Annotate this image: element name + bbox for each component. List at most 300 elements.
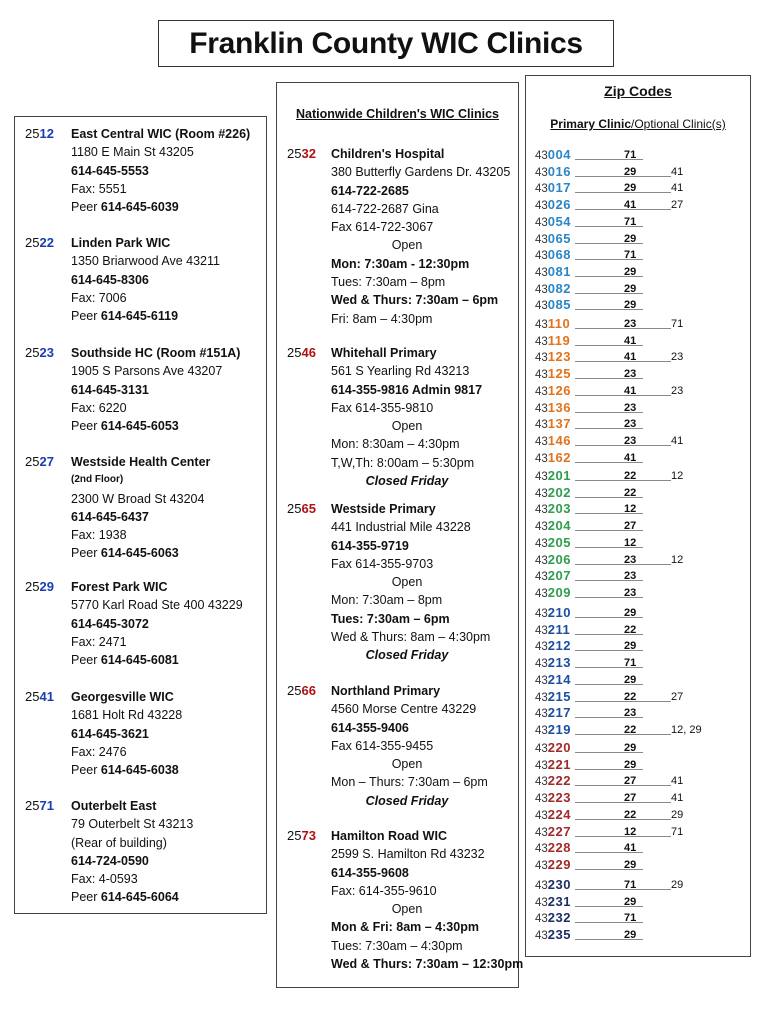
line-text: Fax: 1938 <box>71 528 127 543</box>
primary-clinic: 29 <box>624 182 637 195</box>
line-text: Wed & Thurs: 8am – 4:30pm <box>331 630 491 645</box>
optional-underline <box>643 209 671 210</box>
line-text: 614-355-9719 <box>331 538 409 553</box>
zip-prefix: 43 <box>535 724 548 737</box>
zip-code <box>535 366 575 383</box>
line-text: (Rear of building) <box>71 835 167 850</box>
clinic-name: Westside Health Center <box>71 455 211 469</box>
open-label <box>331 236 483 254</box>
zip-suffix: 220 <box>547 740 571 755</box>
clinic-name: Georgesville WIC <box>71 690 174 704</box>
clinic-phone <box>71 271 220 289</box>
zip-prefix: 43 <box>535 352 548 365</box>
peer-label: Peer <box>71 653 101 668</box>
clinic-number-prefix: 25 <box>25 798 40 813</box>
line-text: 614-724-0590 <box>71 853 149 868</box>
clinic-phone <box>71 725 182 743</box>
line-text: Mon: 7:30am - 12:30pm <box>331 256 470 271</box>
clinic-info-line <box>331 737 488 755</box>
zip-suffix: 219 <box>547 721 571 737</box>
zip-prefix: 43 <box>535 641 548 654</box>
primary-clinic: 23 <box>624 368 637 381</box>
clinic-info-line <box>331 218 510 236</box>
zip-row <box>535 484 637 501</box>
line-text: 614-722-2685 <box>331 183 409 198</box>
clinic-number <box>25 453 54 471</box>
clinic-number <box>25 688 54 706</box>
zip-row <box>535 197 684 213</box>
primary-clinic: 12 <box>624 536 637 549</box>
zip-row <box>535 638 637 654</box>
zip-row <box>535 180 684 196</box>
clinic-details <box>331 827 523 973</box>
optional-underline <box>643 395 671 396</box>
zip-row <box>535 399 637 416</box>
primary-clinic: 29 <box>624 858 637 871</box>
clinic-info-line <box>71 252 220 270</box>
primary-clinic: 29 <box>624 758 637 771</box>
clinic-number <box>25 125 54 143</box>
zip-prefix: 43 <box>535 809 548 822</box>
zip-row <box>535 280 637 297</box>
primary-clinic: 23 <box>624 401 637 414</box>
zip-row <box>535 449 637 466</box>
zip-prefix: 43 <box>535 250 548 263</box>
line-text: Wed & Thurs: 7:30am – 6pm <box>331 293 499 308</box>
zip-code <box>535 147 575 164</box>
clinic-info-line <box>331 700 488 718</box>
zip-suffix: 235 <box>547 927 571 943</box>
optional-clinics: 29 <box>671 808 684 821</box>
line-text: 79 Outerbelt St 43213 <box>71 817 194 832</box>
line-text: 614-645-3072 <box>71 616 149 631</box>
zip-row <box>535 230 637 247</box>
clinic-phone <box>71 508 210 526</box>
clinic-name: Westside Primary <box>331 502 436 516</box>
zip-row <box>535 721 702 738</box>
clinic-number-prefix: 25 <box>287 683 302 698</box>
optional-underline <box>643 785 671 786</box>
clinic-details <box>331 344 483 490</box>
peer-phone: 614-645-6039 <box>100 200 179 215</box>
clinic-info-line <box>71 888 193 906</box>
clinic-phone <box>331 255 510 273</box>
zip-row <box>535 551 684 568</box>
zip-suffix: 222 <box>547 773 571 789</box>
primary-clinic: 41 <box>624 451 637 464</box>
peer-label: Peer <box>71 419 101 434</box>
zip-suffix: 207 <box>547 568 571 584</box>
primary-clinic: 41 <box>624 351 637 364</box>
line-text: Mon – Thurs: 7:30am – 6pm <box>331 775 488 790</box>
zip-code <box>535 773 575 790</box>
zip-suffix: 054 <box>547 213 571 229</box>
optional-clinics: 41 <box>671 792 684 805</box>
clinic-name: Linden Park WIC <box>71 236 171 250</box>
clinic-number-suffix: 71 <box>39 798 54 813</box>
line-text: Closed Friday <box>365 474 449 489</box>
primary-clinic: 29 <box>624 165 637 178</box>
clinic-number-suffix: 46 <box>301 345 316 360</box>
line-text: Open <box>391 575 423 590</box>
clinic-name: Forest Park WIC <box>71 580 168 594</box>
peer-phone: 614-645-6038 <box>100 763 179 778</box>
zip-row <box>535 416 637 432</box>
zip-row <box>535 790 684 806</box>
clinic-phone <box>331 182 510 200</box>
clinic-info-line <box>71 289 220 307</box>
primary-clinic: 27 <box>624 775 637 788</box>
zip-code <box>535 807 575 824</box>
closed-note <box>331 472 483 490</box>
clinic-number-suffix: 12 <box>39 126 54 141</box>
zip-code <box>535 231 575 248</box>
clinic-number-suffix: 32 <box>301 146 316 161</box>
zip-suffix: 227 <box>547 823 571 839</box>
zip-code <box>535 672 575 689</box>
optional-underline <box>643 480 671 481</box>
closed-note <box>331 792 483 810</box>
zip-code <box>535 824 575 841</box>
clinic-details <box>71 688 182 779</box>
primary-clinic: 29 <box>624 282 637 295</box>
zip-prefix: 43 <box>535 658 548 671</box>
zip-code <box>535 264 575 281</box>
line-text: Fax 614-355-9810 <box>331 400 434 415</box>
zip-code <box>535 383 575 400</box>
zip-prefix: 43 <box>535 537 548 550</box>
clinic-number-suffix: 29 <box>39 579 54 594</box>
primary-clinic: 29 <box>624 895 637 908</box>
line-text: Fax: 6220 <box>71 400 127 415</box>
zip-row <box>535 366 637 382</box>
optional-clinics: 41 <box>671 775 684 788</box>
zip-prefix: 43 <box>535 930 548 943</box>
line-text: Open <box>391 757 423 772</box>
line-text: Mon & Fri: 8am – 4:30pm <box>331 920 479 935</box>
zip-row <box>535 534 637 551</box>
clinic-number <box>25 797 54 815</box>
zip-suffix: 065 <box>547 230 571 246</box>
line-text: T,W,Th: 8:00am – 5:30pm <box>331 455 475 470</box>
zip-row <box>535 518 637 534</box>
peer-label: Peer <box>71 763 101 778</box>
line-text: 1180 E Main St 43205 <box>71 145 194 160</box>
clinic-name: Children's Hospital <box>331 147 445 161</box>
clinic-name: Southside HC (Room #151A) <box>71 346 241 360</box>
zip-code <box>535 400 575 417</box>
clinic-phone <box>71 852 193 870</box>
zip-suffix: 201 <box>547 468 571 483</box>
clinic-info-line <box>331 591 490 609</box>
line-text: 380 Butterfly Gardens Dr. 43205 <box>331 165 511 180</box>
zip-row <box>535 773 684 789</box>
zip-code <box>535 197 575 214</box>
optional-underline <box>643 836 671 837</box>
zip-code <box>535 740 575 757</box>
clinic-info-line <box>331 882 523 900</box>
peer-phone: 614-645-6119 <box>100 309 179 324</box>
primary-clinic: 71 <box>624 912 637 925</box>
zip-row <box>535 213 637 230</box>
line-text: 1350 Briarwood Ave 43211 <box>71 254 220 269</box>
line-text: Mon: 8:30am – 4:30pm <box>331 437 460 452</box>
zip-code <box>535 468 575 485</box>
clinic-number-suffix: 66 <box>301 683 316 698</box>
clinic-number-prefix: 25 <box>25 689 40 704</box>
zip-suffix: 119 <box>547 332 571 348</box>
left-clinic-column <box>14 116 267 914</box>
zip-row <box>535 655 637 671</box>
optional-clinics: 41 <box>671 434 684 447</box>
zip-code <box>535 501 575 518</box>
clinic-number-suffix: 23 <box>39 345 54 360</box>
zip-code <box>535 840 575 857</box>
clinic-name: East Central WIC (Room #226) <box>71 127 251 141</box>
zip-suffix: 082 <box>547 280 571 296</box>
clinic-details <box>71 453 210 563</box>
zip-suffix: 217 <box>547 705 571 721</box>
zip-row <box>535 823 684 840</box>
open-label <box>331 900 483 918</box>
optional-underline <box>643 328 671 329</box>
zip-suffix: 016 <box>547 163 571 179</box>
zip-prefix: 43 <box>535 504 548 517</box>
line-text: Tues: 7:30am – 6pm <box>331 611 450 626</box>
peer-phone: 614-645-6053 <box>100 419 179 434</box>
primary-clinic: 22 <box>624 486 637 499</box>
zip-row <box>535 468 684 484</box>
closed-note <box>331 646 483 664</box>
optional-clinics: 71 <box>671 318 684 330</box>
zip-code <box>535 638 575 655</box>
zip-suffix: 123 <box>547 349 571 365</box>
zip-suffix: 212 <box>547 638 571 654</box>
zip-row <box>535 740 637 756</box>
clinic-info-line <box>71 761 182 779</box>
zip-suffix: 202 <box>547 484 571 500</box>
primary-clinic: 71 <box>624 657 637 670</box>
primary-clinic: 29 <box>624 640 637 653</box>
primary-clinic: 23 <box>624 570 637 583</box>
clinic-number-prefix: 25 <box>287 345 302 360</box>
line-text: Open <box>391 902 423 917</box>
line-text: 441 Industrial Mile 43228 <box>331 520 471 535</box>
zip-suffix: 211 <box>547 621 571 637</box>
zip-code <box>535 433 575 450</box>
clinic-info-line <box>71 596 243 614</box>
primary-clinic: 23 <box>624 553 637 566</box>
zip-suffix: 162 <box>547 449 571 465</box>
zip-row <box>535 856 637 873</box>
clinic-info-line <box>331 773 488 791</box>
clinic-number-suffix: 73 <box>301 828 316 843</box>
optional-underline <box>643 361 671 362</box>
clinic-phone <box>331 537 490 555</box>
primary-clinic: 23 <box>624 318 637 330</box>
clinic-name: Hamilton Road WIC <box>331 829 447 843</box>
line-text: Open <box>391 238 423 253</box>
line-text: Fax: 2476 <box>71 744 127 759</box>
primary-clinic: 71 <box>624 215 637 228</box>
zip-code <box>535 535 575 552</box>
zip-prefix: 43 <box>535 319 548 331</box>
zip-prefix: 43 <box>535 793 548 806</box>
clinic-number <box>25 234 54 252</box>
line-text: Fax 614-722-3067 <box>331 220 434 235</box>
zip-code <box>535 568 575 585</box>
clinic-info-line <box>331 399 483 417</box>
zip-row <box>535 584 637 601</box>
zip-row <box>535 501 637 517</box>
zip-prefix: 43 <box>535 369 548 382</box>
clinic-details <box>71 344 240 435</box>
primary-clinic: 22 <box>624 623 637 636</box>
clinic-info-line <box>331 163 510 181</box>
zip-suffix: 017 <box>547 180 571 196</box>
zip-prefix: 43 <box>535 759 548 772</box>
line-text: Fax 614-355-9703 <box>331 556 434 571</box>
zip-prefix: 43 <box>535 200 548 213</box>
clinic-phone <box>71 615 243 633</box>
zip-code-column <box>525 75 751 957</box>
zip-prefix: 43 <box>535 300 548 313</box>
zip-row <box>535 332 637 349</box>
zip-prefix: 43 <box>535 183 548 196</box>
clinic-info-line <box>71 706 182 724</box>
primary-clinic: 23 <box>624 434 637 447</box>
line-text: 1681 Holt Rd 43228 <box>71 708 183 723</box>
optional-clinics: 27 <box>671 690 684 703</box>
primary-clinic: 23 <box>624 707 637 720</box>
primary-clinic: 23 <box>624 586 637 599</box>
clinic-info-line <box>331 310 510 328</box>
clinic-number-prefix: 25 <box>25 454 40 469</box>
zip-suffix: 210 <box>547 605 571 620</box>
clinic-info-line <box>71 417 240 435</box>
zip-prefix: 43 <box>535 571 548 584</box>
optional-clinics: 71 <box>671 825 684 838</box>
primary-clinic: 41 <box>624 334 637 347</box>
zip-prefix: 43 <box>535 743 548 755</box>
clinic-details <box>71 578 243 669</box>
peer-phone: 614-645-6081 <box>100 653 179 668</box>
clinic-number-prefix: 25 <box>287 146 302 161</box>
clinic-number <box>287 145 316 163</box>
clinic-info-line <box>71 526 210 544</box>
page-title: Franklin County WIC Clinics <box>189 27 583 60</box>
zip-suffix: 232 <box>547 910 571 926</box>
zip-code <box>535 790 575 807</box>
zip-suffix: 231 <box>547 893 571 909</box>
zip-row <box>535 893 637 910</box>
zip-suffix: 203 <box>547 501 571 517</box>
optional-clinics: 12 <box>671 553 684 566</box>
line-text: 561 S Yearling Rd 43213 <box>331 364 470 379</box>
line-text: Fax: 5551 <box>71 181 127 196</box>
zip-suffix: 221 <box>547 756 571 772</box>
primary-clinic: 27 <box>624 520 637 533</box>
zip-prefix: 43 <box>535 150 548 162</box>
zip-row <box>535 247 637 263</box>
zip-prefix: 43 <box>535 402 548 415</box>
line-text: 2300 W Broad St 43204 <box>71 491 205 506</box>
zip-prefix: 43 <box>535 859 548 872</box>
line-text: Open <box>391 419 423 434</box>
clinic-info-line <box>71 815 193 833</box>
optional-underline <box>643 192 671 193</box>
zip-prefix: 43 <box>535 691 548 704</box>
zip-code <box>535 622 575 639</box>
zip-code <box>535 894 575 911</box>
zip-code <box>535 450 575 467</box>
primary-clinic: 71 <box>624 149 637 161</box>
zip-suffix: 215 <box>547 688 571 704</box>
zip-code <box>535 757 575 774</box>
clinic-info-line <box>331 937 523 955</box>
zip-code <box>535 214 575 231</box>
zip-code <box>535 585 575 602</box>
clinic-name: Whitehall Primary <box>331 346 437 360</box>
zip-suffix: 146 <box>547 432 571 448</box>
primary-clinic: 41 <box>624 384 637 397</box>
zip-prefix: 43 <box>535 776 548 789</box>
clinic-info-line <box>331 435 483 453</box>
primary-clinic: 22 <box>624 723 637 736</box>
line-text: Mon: 7:30am – 8pm <box>331 593 443 608</box>
zip-prefix: 43 <box>535 674 548 687</box>
zip-prefix: 43 <box>535 385 548 398</box>
clinic-number-suffix: 27 <box>39 454 54 469</box>
zip-suffix: 068 <box>547 247 571 263</box>
optional-clinics: 12, 29 <box>671 723 702 736</box>
line-text: Fax: 4-0593 <box>71 872 138 887</box>
zip-row <box>535 163 684 180</box>
line-text: 4560 Morse Centre 43229 <box>331 702 477 717</box>
nationwide-clinic-column <box>276 82 524 988</box>
primary-clinic: 22 <box>624 808 637 821</box>
zip-prefix: 43 <box>535 435 548 448</box>
zip-code <box>535 910 575 927</box>
primary-clinic: 29 <box>624 607 637 619</box>
line-text: Fax: 2471 <box>71 634 127 649</box>
zip-prefix: 43 <box>535 419 548 432</box>
open-label <box>331 755 483 773</box>
clinic-info-line <box>71 143 250 161</box>
clinic-phone <box>71 162 250 180</box>
zip-code <box>535 485 575 502</box>
clinic-details <box>71 125 250 216</box>
nationwide-heading: Nationwide Children's WIC Clinics <box>296 107 499 121</box>
clinic-number <box>287 344 316 362</box>
optional-underline <box>643 701 671 702</box>
primary-clinic: 41 <box>624 199 637 212</box>
zip-suffix: 126 <box>547 382 571 398</box>
optional-clinics: 12 <box>671 470 684 482</box>
clinic-info-line <box>71 180 250 198</box>
zip-row <box>535 806 684 823</box>
primary-clinic: 29 <box>624 673 637 686</box>
primary-clinic: 27 <box>624 792 637 805</box>
zip-prefix: 43 <box>535 335 548 348</box>
primary-clinic-label: Primary Clinic <box>550 117 631 131</box>
optional-clinics: 27 <box>671 199 684 212</box>
zip-row <box>535 756 637 773</box>
zip-code <box>535 164 575 181</box>
clinic-info-line <box>71 490 210 508</box>
optional-underline <box>643 445 671 446</box>
clinic-name: Northland Primary <box>331 684 441 698</box>
